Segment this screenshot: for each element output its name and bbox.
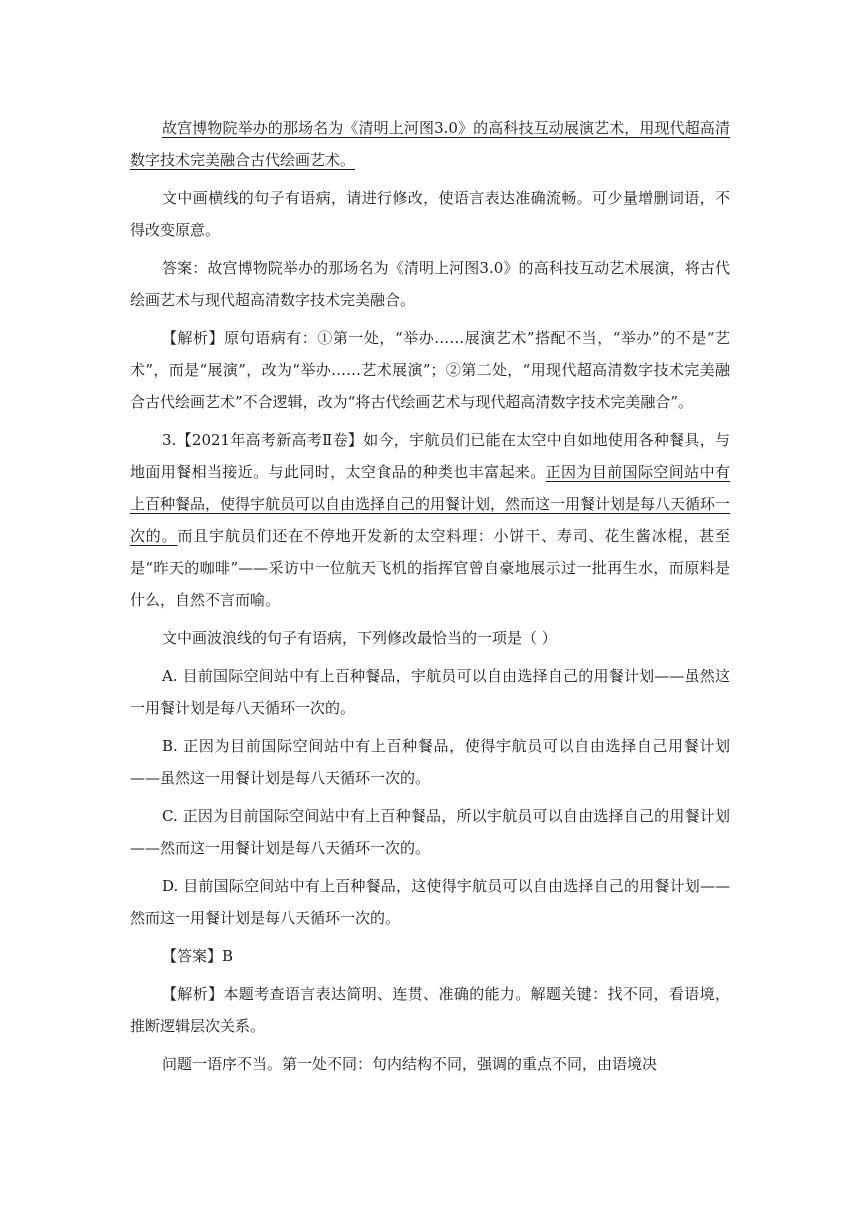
underlined-sentence [130,112,730,176]
option-d: D. 目前国际空间站中有上百种餐品，这使得宇航员可以自由选择自己的用餐计划——然而这一用餐计划是每八天循环一次的。 [130,877,730,927]
option-b: B. 正因为目前国际空间站中有上百种餐品，使得宇航员可以自由选择自己用餐计划——虽然这一用餐计划是每八天循环一次的。 [130,737,730,787]
question-3-underlined: 正因为目前国际空间站中有上百种餐品，使得宇航员可以自由选择自己的用餐计划，然而这一用餐计划是每八天循环一次的。 [130,463,731,545]
option-a: A. 目前国际空间站中有上百种餐品，宇航员可以自由选择自己的用餐计划——虽然这一用餐计划是每八天循环一次的。 [130,667,730,717]
option-c: C. 正因为目前国际空间站中有上百种餐品，所以宇航员可以自由选择自己的用餐计划——然而这一用餐计划是每八天循环一次的。 [130,807,730,857]
underlined-text: 故宫博物院举办的那场名为《清明上河图3.0》的高科技互动展演艺术，用现代超高清数字技术完美融合古代绘画艺术。 [130,119,730,169]
problem-one-paragraph: 问题一语序不当。第一处不同：句内结构不同，强调的重点不同，由语境决 [162,1055,658,1073]
instruction-paragraph: 文中画横线的句子有语病，请进行修改，使语言表达准确流畅。可少量增删词语，不得改变原意。 [130,189,730,239]
answer-line: 【答案】B [162,947,234,965]
question-3-lead: 3.【2021年高考新高考Ⅱ卷】如今，宇航员们已能在太空中自如地使用各种餐具，与地面用餐相当接近。与此同时，太空食品的种类也丰富起来。 [130,431,730,481]
analysis-paragraph: 【解析】原句语病有：①第一处，“举办……展演艺术”搭配不当，“举办”的不是“艺术”，而是“展演”，改为“举办……艺术展演”；②第二处，“用现代超高清数字技术完美融合古代绘画艺术”不合逻辑，改为“将古代绘画艺术与现代超高清数字技术完美融合”。 [130,329,730,411]
question-prompt: 文中画波浪线的句子有语病，下列修改最恰当的一项是（ ） [162,629,557,647]
question-3-tail: 而且宇航员们还在不停地开发新的太空料理：小饼干、寿司、花生酱冰棍，甚至是“昨天的咖啡”——采访中一位航天飞机的指挥官曾自豪地展示过一批再生水，而原料是什么，自然不言而喻。 [130,527,730,609]
answer-paragraph: 答案：故宫博物院举办的那场名为《清明上河图3.0》的高科技互动艺术展演，将古代绘画艺术与现代超高清数字技术完美融合。 [130,259,730,309]
document-body [130,112,730,1080]
question-3-passage [130,424,730,616]
solution-analysis: 【解析】本题考查语言表达简明、连贯、准确的能力。解题关键：找不同，看语境，推断逻辑层次关系。 [130,985,730,1035]
